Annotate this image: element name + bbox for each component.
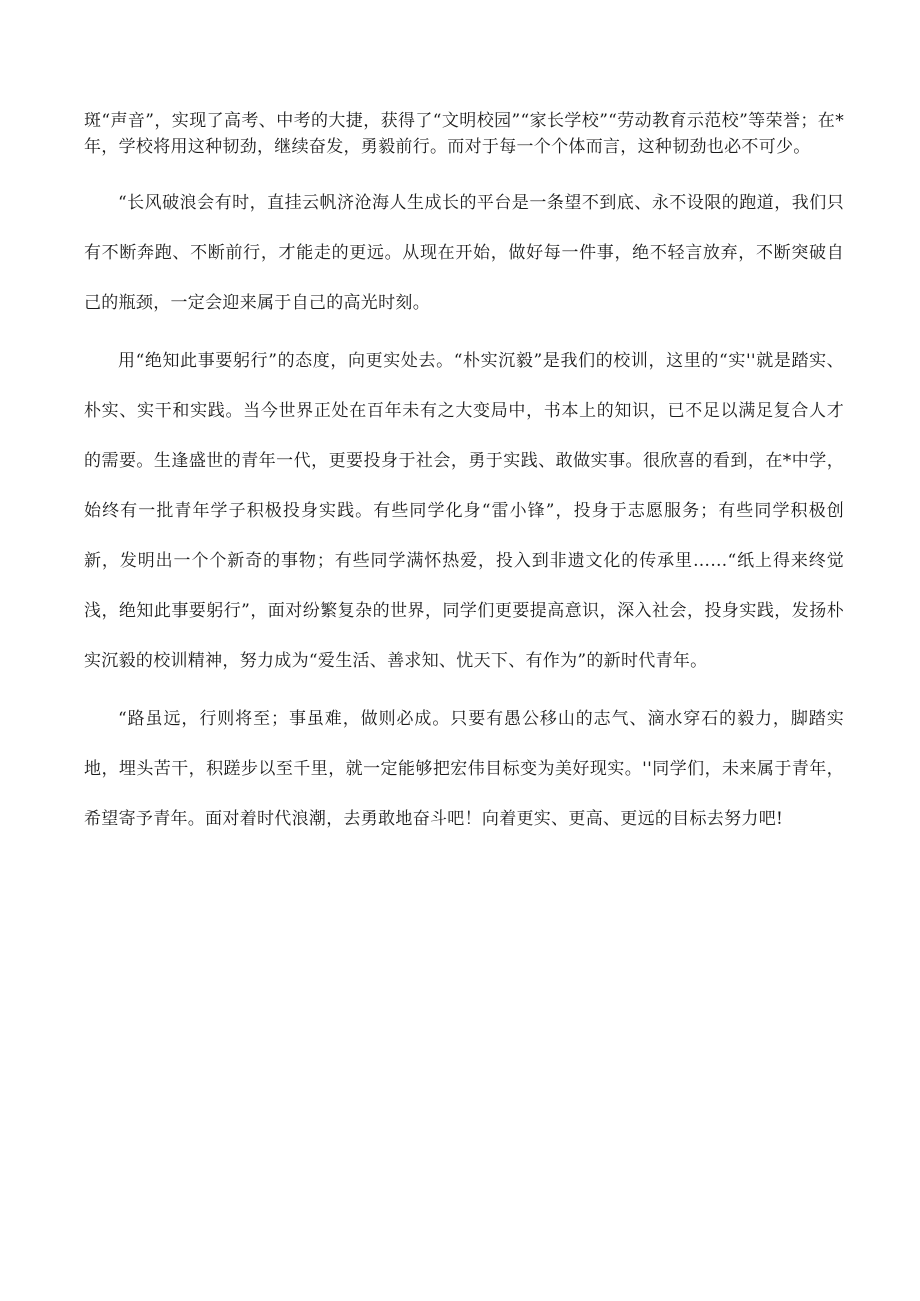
paragraph-1: 斑“声音”，实现了高考、中考的大捷，获得了“文明校园”“家长学校”“劳动教育示范校”等荣誉；在*年，学校将用这种韧劲，继续奋发，勇毅前行。而对于每一个个体而言，这种韧劲也必不可少。 [84,111,844,157]
document-body [84,108,844,844]
paragraph-3: 用“绝知此事要躬行”的态度，向更实处去。“朴实沉毅”是我们的校训，这里的“实''就是踏实、朴实、实干和实践。当今世界正处在百年未有之大变局中，书本上的知识，已不足以满足复合人才的需要。生逢盛世的青年一代，更要投身于社会，勇于实践、敢做实事。很欣喜的看到，在*中学，始终有一批青年学子积极投身实践。有些同学化身“雷小锋”，投身于志愿服务；有些同学积极创新，发明出一个个新奇的事物；有些同学满怀热爱，投入到非遗文化的传承里……“纸上得来终觉浅，绝知此事要躬行”，面对纷繁复杂的世界，同学们更要提高意识，深入社会，投身实践，发扬朴实沉毅的校训精神，努力成为“爱生活、善求知、忧天下、有作为”的新时代青年。 [84,351,844,671]
paragraph-4: “路虽远，行则将至；事虽难，做则必成。只要有愚公移山的志气、滴水穿石的毅力，脚踏实地，埋头苦干，积蹉步以至千里，就一定能够把宏伟目标变为美好现实。''同学们，未来属于青年，希望寄予青年。面对着时代浪潮，去勇敢地奋斗吧！向着更实、更高、更远的目标去努力吧! [84,709,844,829]
paragraph-2: “长风破浪会有时，直挂云帆济沧海人生成长的平台是一条望不到底、永不设限的跑道，我们只有不断奔跑、不断前行，才能走的更远。从现在开始，做好每一件事，绝不轻言放弃，不断突破自己的瓶颈，一定会迎来属于自己的高光时刻。 [84,193,844,313]
